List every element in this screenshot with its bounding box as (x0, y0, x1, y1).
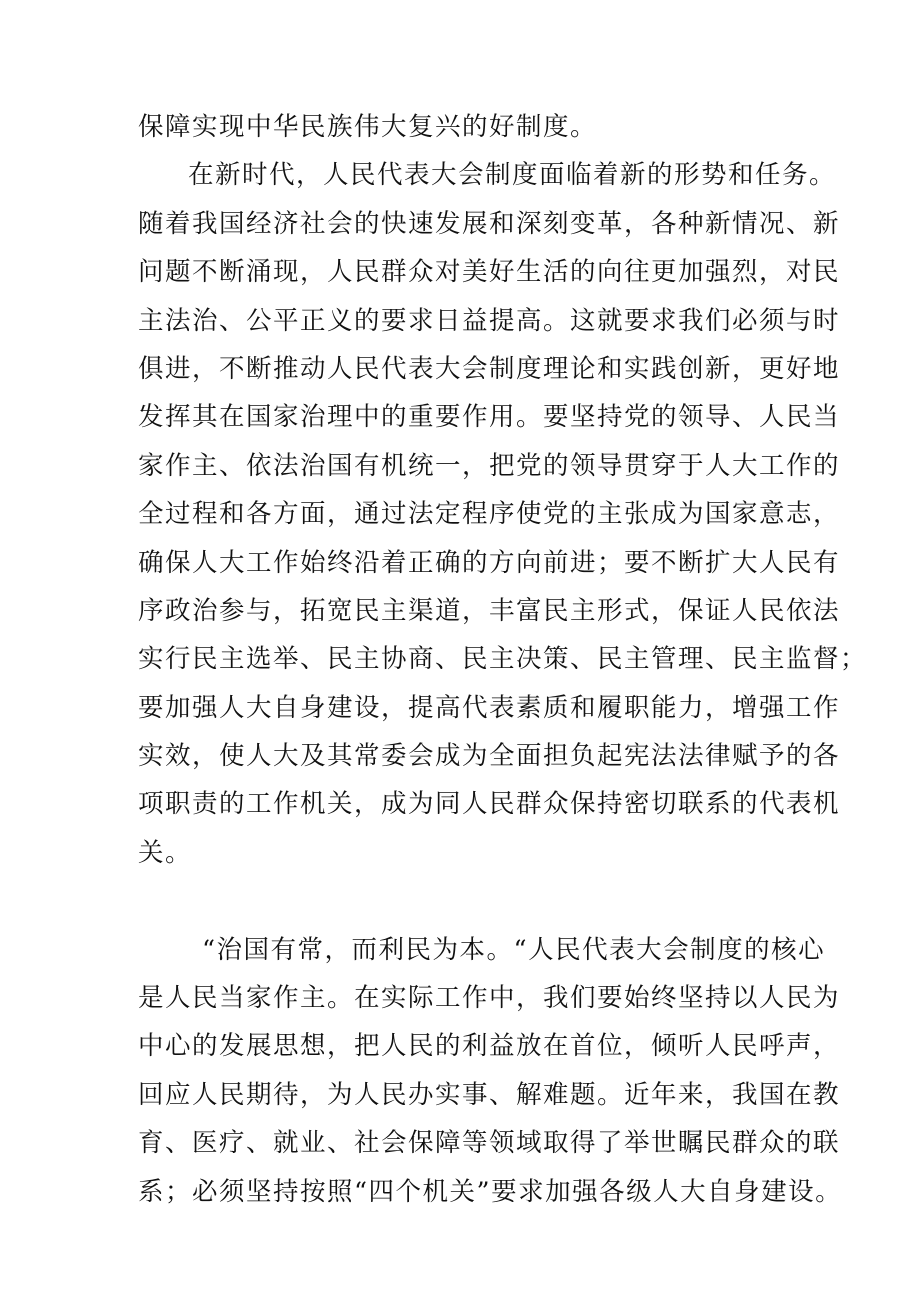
text-line: 家作主、依法治国有机统一，把党的领导贯穿于人大工作的 (138, 450, 841, 481)
text-line: 系；必须坚持按照“四个机关”要求加强各级人大自身建设。 (138, 1176, 843, 1207)
text-line: 关。 (138, 837, 193, 868)
text-line: 确保人大工作始终沿着正确的方向前进；要不断扩大人民有 (138, 547, 841, 578)
text-line: 项职责的工作机关，成为同人民群众保持密切联系的代表机 (138, 789, 841, 820)
text-line: 随着我国经济社会的快速发展和深刻变革，各种新情况、新 (138, 208, 841, 239)
text-line: 要加强人大自身建设，提高代表素质和履职能力，增强工作 (138, 692, 841, 723)
text-line: 保障实现中华民族伟大复兴的好制度。 (138, 112, 598, 142)
blank-line (138, 877, 818, 925)
text-line: 俱进，不断推动人民代表大会制度理论和实践创新，更好地 (138, 353, 841, 384)
paragraph-first-line: 在新时代，人民代表大会制度面临着新的形势和任务。 (188, 160, 837, 191)
text-line: 问题不断涌现，人民群众对美好生活的向往更加强烈，对民 (138, 257, 841, 288)
text-line: 实效，使人大及其常委会成为全面担负起宪法法律赋予的各 (138, 741, 841, 772)
text-line: 是人民当家作主。在实际工作中，我们要始终坚持以人民为 (138, 983, 841, 1014)
text-line: 全过程和各方面，通过法定程序使党的主张成为国家意志， (138, 499, 841, 530)
text-line: 序政治参与，拓宽民主渠道，丰富民主形式，保证人民依法 (138, 595, 841, 626)
text-line: 实行民主选举、民主协商、民主决策、民主管理、民主监督； (138, 644, 868, 675)
text-line: 中心的发展思想，把人民的利益放在首位，倾听人民呼声， (138, 1031, 841, 1062)
document-body (138, 103, 868, 1216)
text-line: 发挥其在国家治理中的重要作用。要坚持党的领导、人民当 (138, 402, 841, 433)
paragraph-first-line: “治国有常，而利民为本。“人民代表大会制度的核心 (202, 934, 826, 965)
text-line: 育、医疗、就业、社会保障等领域取得了举世瞩民群众的联 (138, 1128, 841, 1159)
text-line: 回应人民期待，为人民办实事、解难题。近年来，我国在教 (138, 1079, 841, 1110)
text-line: 主法治、公平正义的要求日益提高。这就要求我们必须与时 (138, 305, 841, 336)
